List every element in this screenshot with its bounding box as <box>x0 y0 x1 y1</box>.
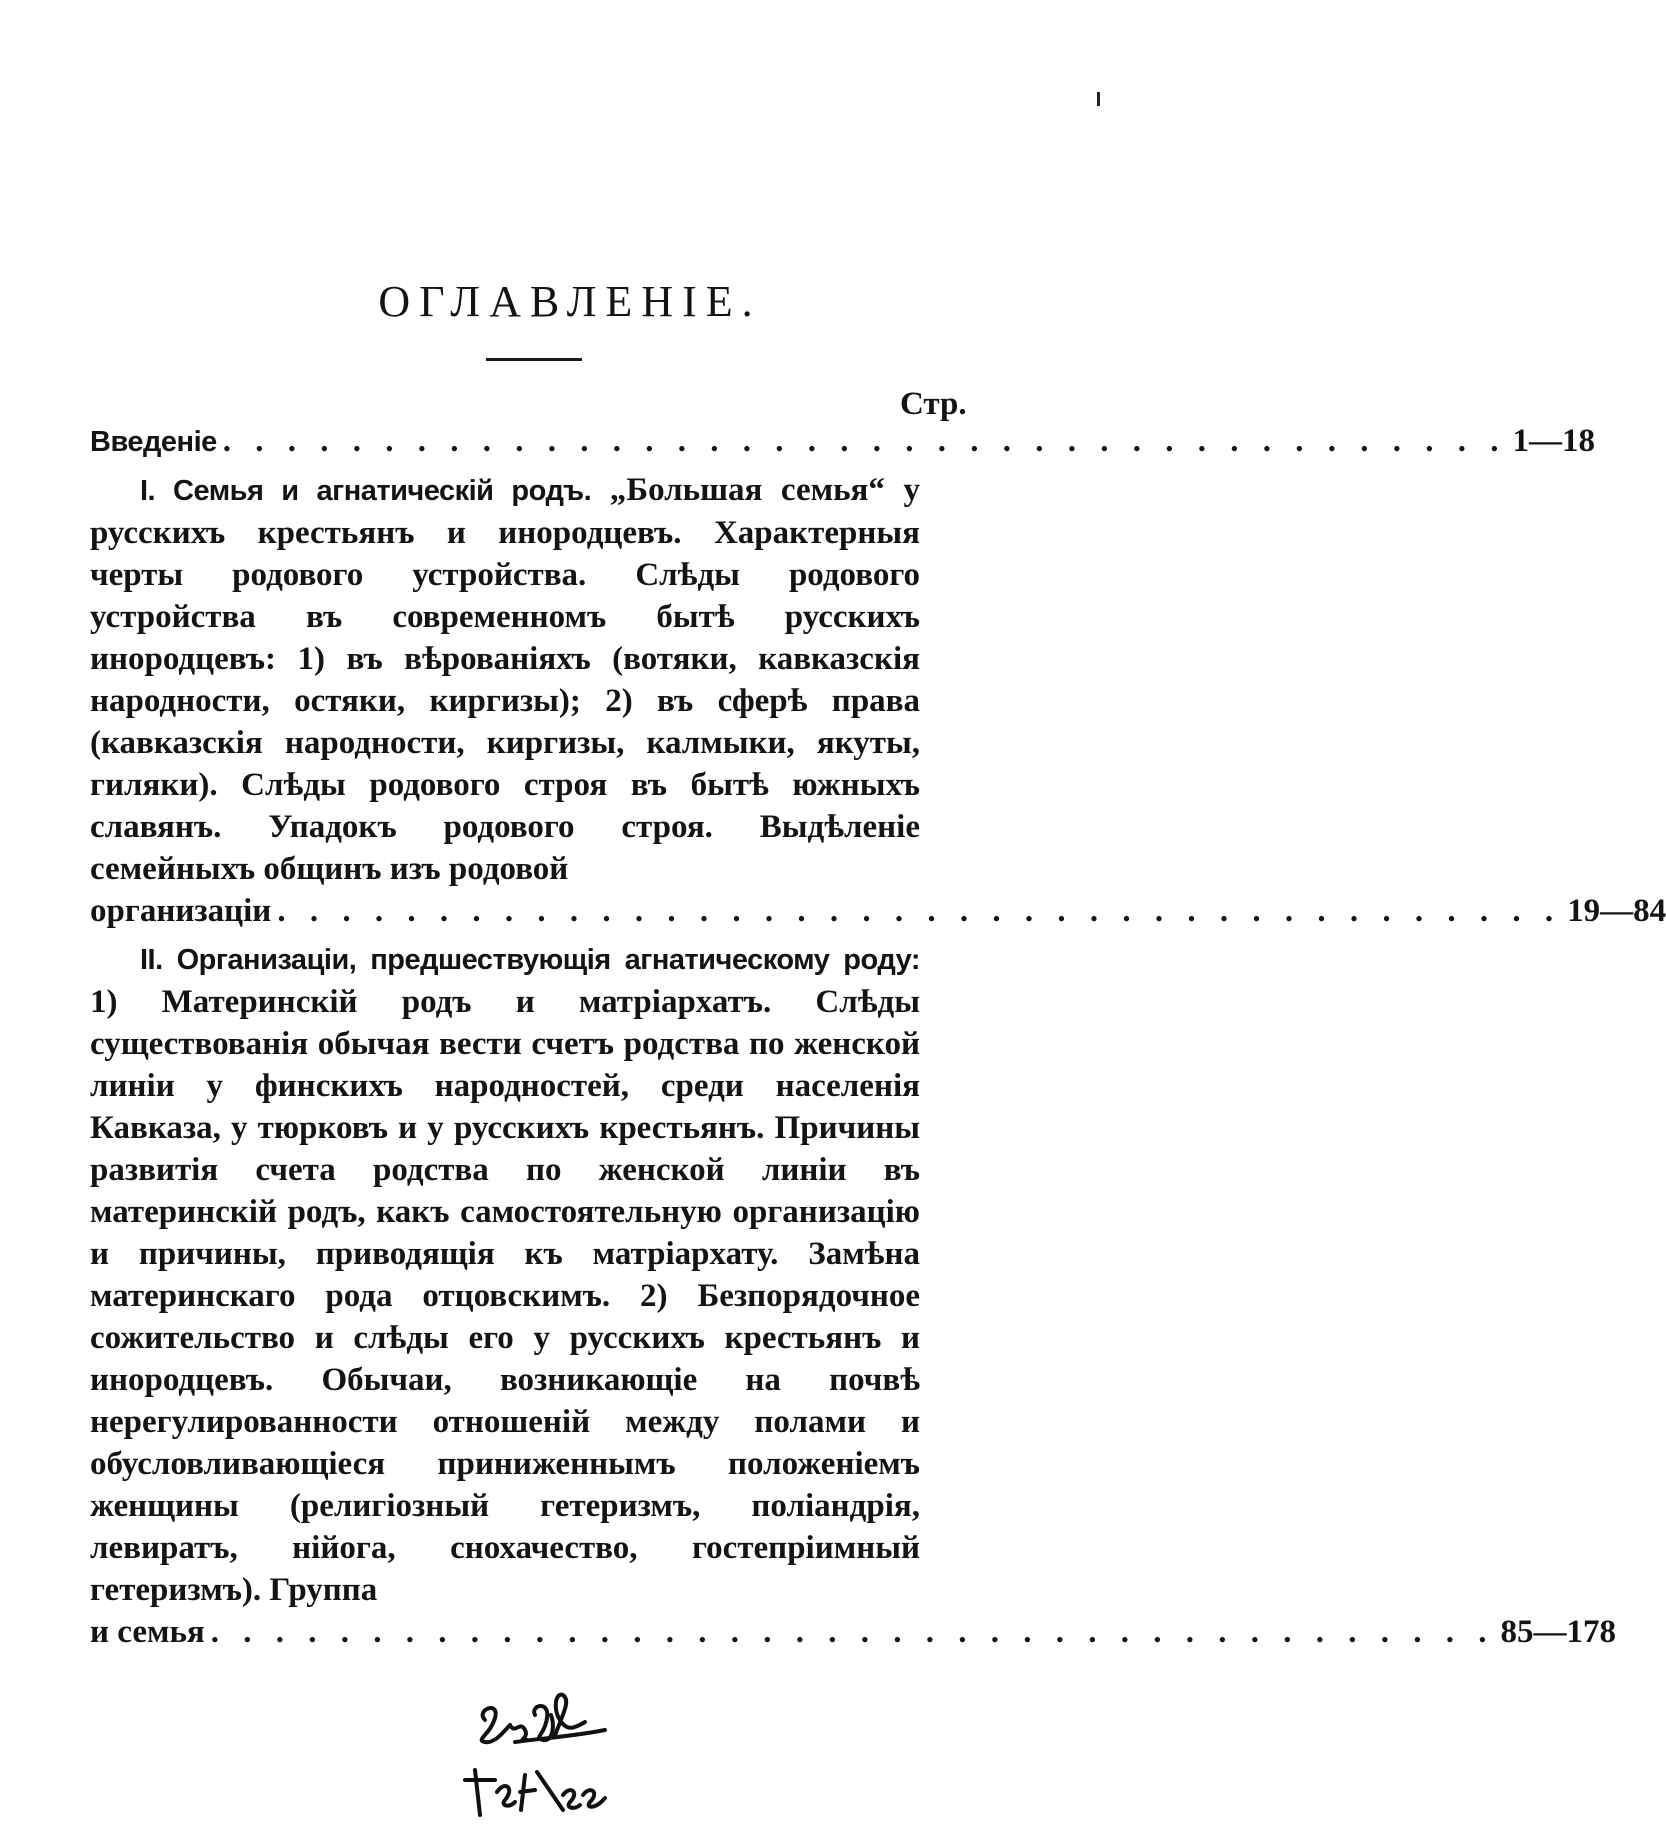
dot-leader: . . . . . . . . . . . . . . . . . . . . . . . . . . . . . . . . . . . . . . . . <box>222 423 1507 459</box>
toc-entry-heading: II. Организаціи, предшествующія агнатическому роду: <box>140 944 920 976</box>
toc-entry-line <box>90 890 1666 932</box>
toc-entry-heading: I. Семья и агнатическій родъ. <box>140 475 592 507</box>
toc-entry-line <box>90 420 1596 463</box>
table-of-contents <box>90 420 1666 1659</box>
toc-entry-heading: Введеніе <box>90 426 217 458</box>
page-title: ОГЛАВЛЕНІЕ. <box>378 277 762 326</box>
dot-leader: . . . . . . . . . . . . . . . . . . . . . . . . . . . . . . . . . . . . . . . . <box>210 1614 1495 1650</box>
dot-leader: . . . . . . . . . . . . . . . . . . . . . . . . . . . . . . . . . . . . . . . . <box>277 893 1562 929</box>
title-rule <box>486 358 582 361</box>
toc-entry-pages: 19—84 <box>1567 893 1666 929</box>
page-column-label: Стр. <box>900 386 967 422</box>
toc-entry-introduction <box>90 420 1596 463</box>
toc-entry-line <box>90 1611 1616 1653</box>
toc-entry-chapter-1 <box>90 469 1666 932</box>
toc-entry-last-line: и семья <box>90 1614 205 1650</box>
toc-entry-last-line: организаціи <box>90 893 272 929</box>
toc-entry-chapter-2 <box>90 938 1616 1653</box>
toc-entry-pages: 85—178 <box>1500 1614 1616 1650</box>
toc-entry-description <box>90 938 920 1611</box>
handwritten-signature <box>455 1680 655 1830</box>
scan-mark <box>1097 92 1100 106</box>
toc-entry-pages: 1—18 <box>1512 423 1596 459</box>
toc-entry-description <box>90 469 920 890</box>
toc-entry-text: 1) Материнскій родъ и матріархатъ. Слѣды существованія обычая вести счетъ родства по женской линіи у финскихъ народностей, среди населенія Кавказа, у тюрковъ и у русскихъ крестьянъ. Причины развитія счета родства по женской линіи въ материнскій родъ, какъ самостоятельную организацію и причины, приводящія къ матріархату. Замѣна материнскаго рода отцовскимъ. 2) Безпорядочное сожительство и слѣды его у русскихъ крестьянъ и инородцевъ. Обычаи, возникающіе на почвѣ нерегулированности отношеній между полами и обусловливающіеся приниженнымъ положеніемъ женщины (религіозный гетеризмъ, поліандрія, левиратъ, нійога, снохачество, гостепріимный гетеризмъ). Группа <box>90 984 920 1608</box>
toc-entry-text: „Большая семья“ у русскихъ крестьянъ и инородцевъ. Характерныя черты родового устройства. Слѣды родового устройства въ современномъ бытѣ русскихъ инородцевъ: 1) въ вѣрованіяхъ (вотяки, кавказскія народности, остяки, киргизы); 2) въ сферѣ права (кавказскія народности, киргизы, калмыки, якуты, гиляки). Слѣды родового строя въ бытѣ южныхъ славянъ. Упадокъ родового строя. Выдѣленіе семейныхъ общинъ изъ родовой <box>90 472 920 887</box>
